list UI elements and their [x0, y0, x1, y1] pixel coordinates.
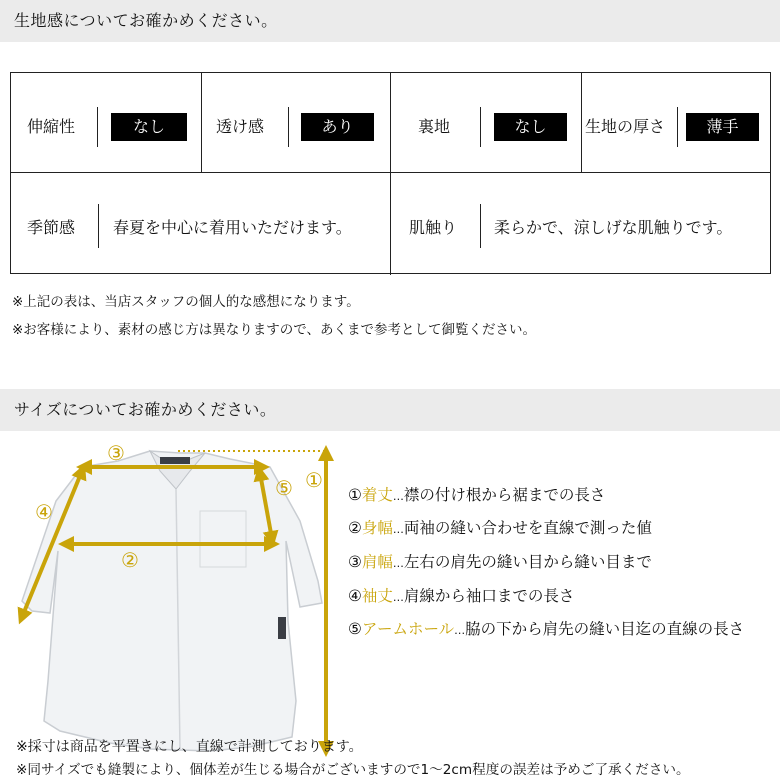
- marker-2: ②: [121, 548, 139, 572]
- table-cell-divider: [201, 73, 202, 172]
- texture-label: 肌触り: [409, 218, 458, 237]
- thickness-value-badge: 薄手: [686, 113, 759, 141]
- fabric-table: [10, 72, 771, 274]
- legend-num: ②: [348, 519, 362, 537]
- sheerness-label: 透け感: [216, 117, 265, 136]
- legend-dots: …: [392, 557, 404, 570]
- label-separator: [98, 204, 99, 248]
- lining-label: 裏地: [418, 117, 451, 136]
- legend-key: 身幅: [361, 519, 393, 537]
- size-section-title: サイズについてお確かめください。: [14, 400, 277, 419]
- legend-desc: 肩線から袖口までの長さ: [403, 587, 575, 605]
- label-separator: [97, 107, 98, 147]
- legend-dots: …: [392, 591, 404, 604]
- legend-desc: 両袖の縫い合わせを直線で測った値: [403, 519, 652, 537]
- lining-value-badge: なし: [494, 113, 567, 141]
- legend-key: アームホール: [361, 620, 455, 638]
- stretch-label: 伸縮性: [27, 117, 76, 136]
- legend-key: 着丈: [361, 486, 393, 504]
- marker-5: ⑤: [275, 476, 293, 500]
- fabric-note: ※上記の表は、当店スタッフの個人的な感想になります。: [12, 294, 360, 310]
- legend-item-width: [348, 518, 652, 540]
- fabric-note: ※お客様により、素材の感じ方は異なりますので、あくまで参考として御覧ください。: [12, 322, 537, 338]
- legend-item-shoulder: [348, 552, 652, 574]
- shirt-label-tag: [160, 457, 190, 464]
- size-diagram: [0, 431, 780, 780]
- marker-4: ④: [35, 500, 53, 524]
- table-cell-divider: [390, 73, 391, 275]
- legend-key: 肩幅: [361, 553, 393, 571]
- marker-3: ③: [107, 441, 125, 465]
- legend-dots: …: [392, 523, 404, 536]
- stretch-value-badge: なし: [111, 113, 187, 141]
- thickness-label: 生地の厚さ: [585, 117, 666, 136]
- shirt-illustration: [0, 431, 340, 780]
- season-label: 季節感: [27, 218, 76, 237]
- size-note: ※採寸は商品を平置きにし、直線で計測しております。: [16, 739, 363, 755]
- legend-num: ⑤: [348, 620, 362, 638]
- season-text: 春夏を中心に着用いただけます。: [113, 218, 352, 237]
- fabric-section-header: [0, 0, 780, 42]
- legend-desc: 襟の付け根から裾までの長さ: [403, 486, 606, 504]
- legend-num: ④: [348, 587, 362, 605]
- marker-1: ①: [305, 468, 323, 492]
- size-note: ※同サイズでも縫製により、個体差が生じる場合がございますので1～2cm程度の誤差は予めご了承ください。: [16, 762, 690, 778]
- sleeve-tab: [278, 617, 286, 639]
- legend-num: ①: [348, 486, 362, 504]
- size-section-header: [0, 389, 780, 431]
- label-separator: [677, 107, 678, 147]
- legend-desc: 脇の下から肩先の縫い目迄の直線の長さ: [465, 620, 745, 638]
- legend-item-sleeve: [348, 586, 574, 608]
- texture-text: 柔らかで、涼しげな肌触りです。: [494, 218, 733, 237]
- legend-dots: …: [392, 490, 404, 503]
- table-cell-divider: [581, 73, 582, 172]
- fabric-section-title: 生地感についてお確かめください。: [14, 11, 278, 30]
- label-separator: [480, 107, 481, 147]
- legend-dots: …: [454, 624, 466, 637]
- label-separator: [480, 204, 481, 248]
- legend-key: 袖丈: [361, 587, 393, 605]
- label-separator: [288, 107, 289, 147]
- legend-desc: 左右の肩先の縫い目から縫い目まで: [403, 553, 652, 571]
- legend-item-length: [348, 485, 605, 507]
- legend-item-armhole: [348, 619, 744, 641]
- sheerness-value-badge: あり: [301, 113, 374, 141]
- legend-num: ③: [348, 553, 362, 571]
